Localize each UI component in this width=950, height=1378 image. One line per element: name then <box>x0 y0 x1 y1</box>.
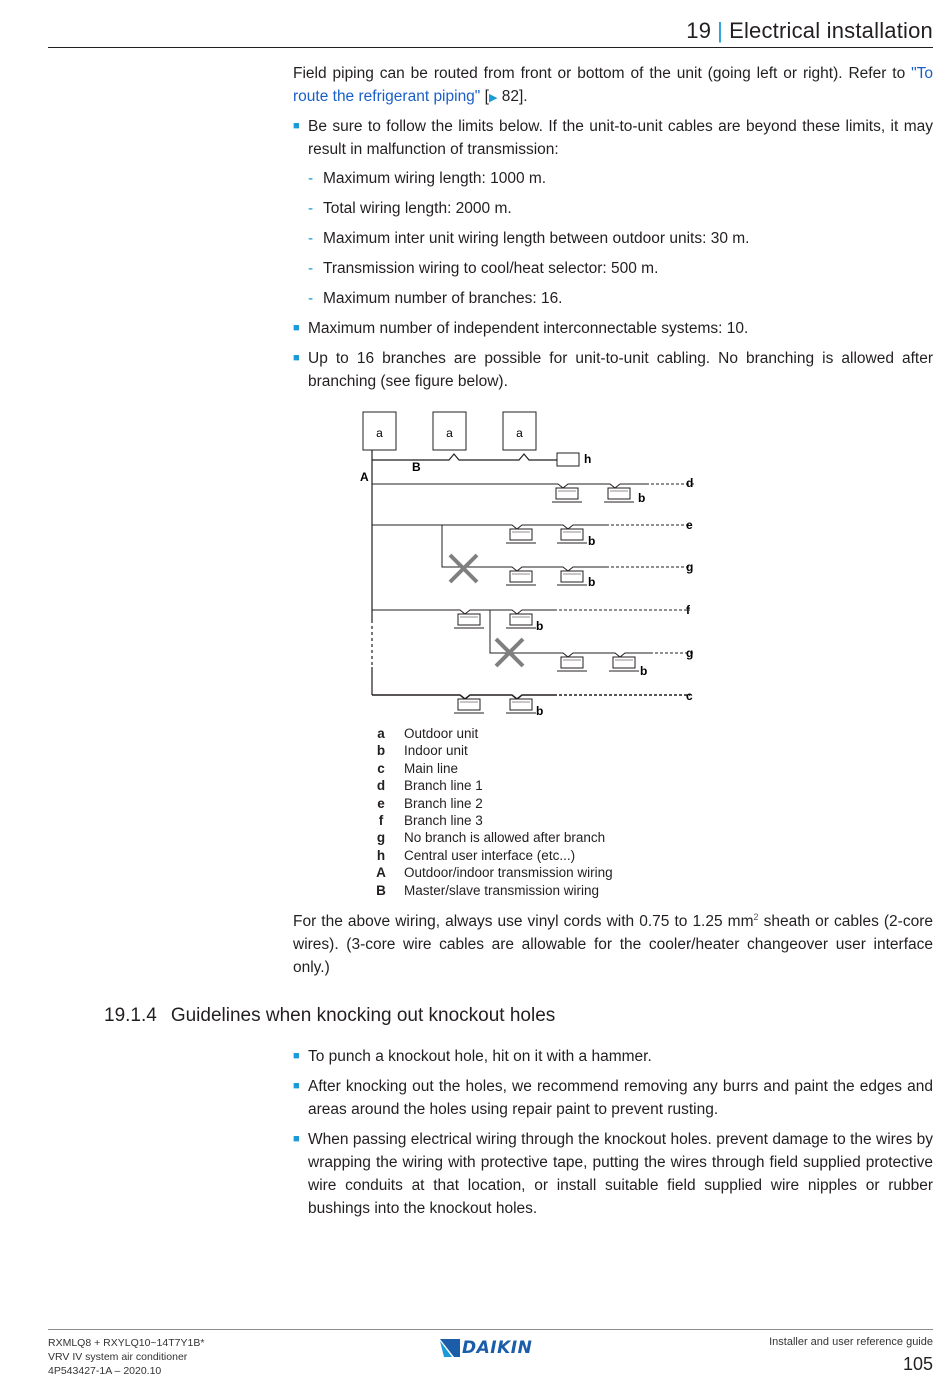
label-b: b <box>588 534 596 548</box>
bullet-branches <box>293 347 933 393</box>
indoor-unit <box>506 571 536 585</box>
wiring-text: For the above wiring, always use vinyl cords with 0.75 to 1.25 mm <box>293 913 754 931</box>
label-b: b <box>536 704 544 718</box>
header-separator: | <box>717 18 724 43</box>
bullet-systems <box>293 317 933 340</box>
bullet-text: Up to 16 branches are possible for unit-to-unit cabling. No branching is allowed after branching (see figure below). <box>308 350 933 390</box>
footer-doc: 4P543427-1A – 2020.10 <box>48 1365 162 1377</box>
label-d: d <box>686 476 694 490</box>
sub-item-text: Maximum number of branches: 16. <box>323 290 563 307</box>
legend-text: Central user interface (etc...) <box>404 847 576 863</box>
footer-product: VRV IV system air conditioner <box>48 1351 188 1363</box>
label-b: b <box>588 575 596 589</box>
bullet-icon: ■ <box>293 1133 300 1145</box>
indoor-unit <box>609 657 639 671</box>
legend-item <box>372 795 613 812</box>
legend-item <box>372 812 613 829</box>
bullet-icon: ■ <box>293 1050 300 1062</box>
bullet-limits <box>293 115 933 161</box>
intro-text: Field piping can be routed from front or bottom of the unit (going left or right). Refer to <box>293 65 912 82</box>
outdoor-unit <box>363 412 396 450</box>
legend-text: Branch line 2 <box>404 795 483 811</box>
ref-page[interactable]: 82 <box>497 88 519 105</box>
page-footer <box>48 1329 933 1377</box>
outdoor-unit <box>503 412 536 450</box>
legend-key: g <box>376 830 386 846</box>
header-title <box>686 18 933 44</box>
legend-key: B <box>376 882 386 898</box>
sub-item-text: Maximum wiring length: 1000 m. <box>323 170 547 187</box>
wiring-paragraph <box>293 906 933 979</box>
sub-item <box>308 167 928 190</box>
dash-icon: - <box>308 230 314 247</box>
bullet-icon: ■ <box>293 1080 300 1092</box>
legend-text: Outdoor unit <box>404 726 479 741</box>
ref-close: ]. <box>518 88 528 105</box>
intro-paragraph <box>293 62 933 110</box>
label-a: a <box>516 426 523 440</box>
bullet-text: Be sure to follow the limits below. If the unit-to-unit cables are beyond these limits, it may result in malfunction of transmission: <box>308 118 933 158</box>
bullet-text: Maximum number of independent interconnectable systems: 10. <box>308 320 749 337</box>
chapter-number: 19 <box>686 18 712 43</box>
legend-text: Main line <box>404 760 459 776</box>
knockout-bullet <box>293 1128 933 1220</box>
legend-item <box>372 725 613 742</box>
legend-item <box>372 777 613 794</box>
label-b: b <box>640 664 648 678</box>
bullet-icon: ■ <box>293 120 300 132</box>
sub-item <box>308 287 928 310</box>
bullet-text: After knocking out the holes, we recommend removing any burrs and paint the edges and areas around the holes using repair paint to prevent rusting. <box>308 1078 933 1118</box>
indoor-unit <box>454 614 484 628</box>
legend-key: A <box>376 865 386 881</box>
sub-item <box>308 257 928 280</box>
branching-wiring-diagram <box>350 405 710 730</box>
bullet-icon: ■ <box>293 322 300 334</box>
sub-item <box>308 227 928 250</box>
label-a: a <box>446 426 453 440</box>
legend-item <box>372 864 613 881</box>
outdoor-unit <box>433 412 466 450</box>
central-user-interface <box>557 453 579 466</box>
page-ref-icon: ▶ <box>488 92 498 104</box>
legend-key: c <box>377 760 385 776</box>
footer-left <box>48 1336 204 1378</box>
label-b: b <box>536 619 544 633</box>
dash-icon: - <box>308 170 314 187</box>
label-e: e <box>686 518 693 532</box>
indoor-unit <box>506 614 536 628</box>
dash-icon: - <box>308 260 314 277</box>
page-number: 105 <box>902 1354 933 1374</box>
label-c: c <box>686 689 693 703</box>
indoor-unit <box>557 657 587 671</box>
legend-item <box>372 847 613 864</box>
label-g: g <box>686 646 694 660</box>
section-title: Guidelines when knocking out knockout holes <box>170 1005 556 1026</box>
brand-name: DAIKIN <box>462 1338 533 1358</box>
legend-text: Branch line 3 <box>404 813 483 829</box>
bullet-text: To punch a knockout hole, hit on it with a hammer. <box>308 1048 652 1065</box>
indoor-unit <box>506 529 536 543</box>
bullet-icon: ■ <box>293 352 300 364</box>
label-g: g <box>686 560 694 574</box>
legend-key: e <box>377 795 385 811</box>
legend-item <box>372 760 613 777</box>
legend-item <box>372 829 613 846</box>
diagram-legend <box>372 725 613 899</box>
legend-item <box>372 882 613 899</box>
dash-icon: - <box>308 200 314 217</box>
label-b: b <box>638 491 646 505</box>
sub-item-text: Total wiring length: 2000 m. <box>323 200 512 217</box>
indoor-unit <box>557 571 587 585</box>
knockout-bullet <box>293 1075 933 1121</box>
wiring-text-cont: sheath or cables (2-core wires). (3-core wire cables are allowable for the cooler/heater changeover user interface only.) <box>293 913 933 977</box>
footer-guide: Installer and user reference guide <box>769 1336 933 1348</box>
legend-key: a <box>377 726 385 741</box>
label-B: B <box>412 460 421 474</box>
legend-key: d <box>376 778 386 794</box>
indoor-unit <box>506 699 536 713</box>
legend-key: b <box>376 743 386 759</box>
page-header <box>48 14 933 48</box>
daikin-logo-icon <box>440 1339 460 1357</box>
label-a: a <box>376 426 383 440</box>
legend-text: Outdoor/indoor transmission wiring <box>404 865 613 881</box>
daikin-logo <box>440 1338 532 1358</box>
refrigerant-piping-link[interactable]: "To route the refrigerant piping" <box>293 65 933 105</box>
ref-open: [ <box>480 88 489 105</box>
sub-item-text: Maximum inter unit wiring length between outdoor units: 30 m. <box>323 230 750 247</box>
legend-key: h <box>376 847 386 863</box>
knockout-bullet <box>293 1045 933 1068</box>
bullet-text: When passing electrical wiring through the knockout holes. prevent damage to the wires by wrapping the wiring with protective tape, putting the wires through field supplied protective wire conduits at that location, or install suitable field supplied wire nipples or rubber bushings into the knockout holes. <box>308 1131 933 1217</box>
dash-icon: - <box>308 290 314 307</box>
indoor-unit <box>557 529 587 543</box>
superscript: 2 <box>753 912 759 922</box>
legend-item <box>372 742 613 759</box>
indoor-unit <box>552 488 582 502</box>
label-h: h <box>584 452 592 466</box>
section-number: 19.1.4 <box>104 1005 157 1026</box>
indoor-unit <box>604 488 634 502</box>
section-heading <box>104 1005 555 1027</box>
indoor-unit <box>454 699 484 713</box>
legend-text: No branch is allowed after branch <box>404 830 606 846</box>
footer-model: RXMLQ8 + RXYLQ10~14T7Y1B* <box>48 1337 205 1349</box>
legend-text: Branch line 1 <box>404 778 483 794</box>
label-f: f <box>686 603 690 617</box>
label-A: A <box>360 470 369 484</box>
legend-key: f <box>378 813 384 829</box>
sub-item <box>308 197 928 220</box>
sub-item-text: Transmission wiring to cool/heat selector: 500 m. <box>323 260 659 277</box>
not-allowed-cross-icon <box>450 555 477 582</box>
chapter-title: Electrical installation <box>729 18 933 43</box>
legend-text: Master/slave transmission wiring <box>404 882 600 898</box>
legend-text: Indoor unit <box>404 743 468 759</box>
